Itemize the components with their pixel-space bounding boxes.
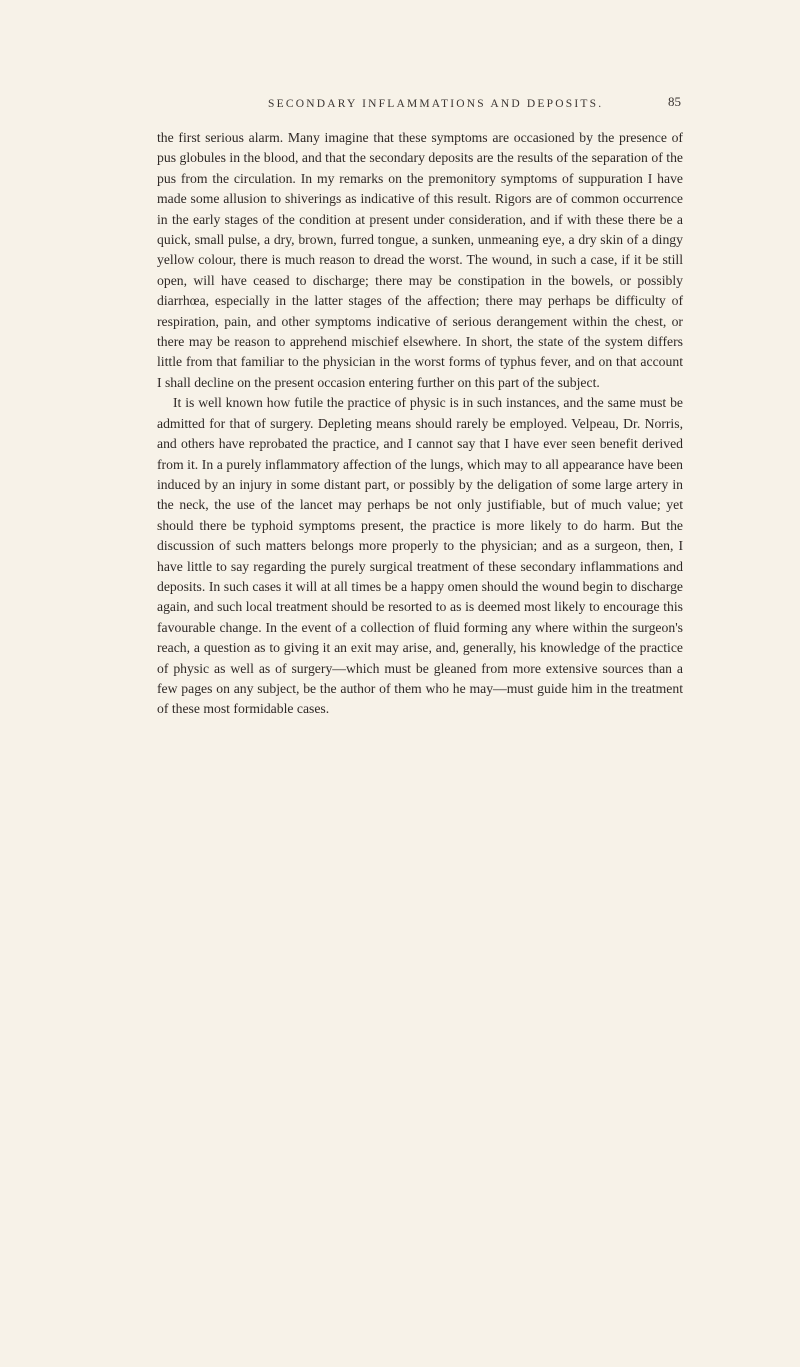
body-text xyxy=(157,128,683,720)
paragraph-2: It is well known how futile the practice of physic is in such instances, and the same must be admitted for that of surgery. Depleting means should rarely be employed. Velpeau, Dr. Norris, and others have reprobated the practice, and I cannot say that I have ever seen benefit derived from it. In a purely inflammatory affection of the lungs, which may to all appearance have been induced by an injury in some distant part, or possibly by the deligation of some large artery in the neck, the use of the lancet may perhaps be not only justifiable, but of much value; yet should there be typhoid symptoms present, the practice is more likely to do harm. But the discussion of such matters belongs more properly to the physician; and as a surgeon, then, I have little to say regarding the purely surgical treatment of these secondary inflammations and deposits. In such cases it will at all times be a happy omen should the wound begin to discharge again, and such local treatment should be resorted to as is deemed most likely to encourage this favourable change. In the event of a collection of fluid forming any where within the surgeon's reach, a question as to giving it an exit may arise, and, generally, his knowledge of the practice of physic as well as of surgery—which must be gleaned from more extensive sources than a few pages on any subject, be the author of them who he may—must guide him in the treatment of these most formidable cases. xyxy=(157,395,683,717)
paragraph-1: the first serious alarm. Many imagine that these symptoms are occasioned by the presence of pus globules in the blood, and that the secondary deposits are the results of the separation of the pus from the circulation. In my remarks on the premonitory symptoms of suppuration I have made some allusion to shiverings as indicative of this result. Rigors are of common occurrence in the early stages of the condition at present under consideration, and if with these there be a quick, small pulse, a dry, brown, furred tongue, a sunken, unmeaning eye, a dry skin of a dingy yellow colour, there is much reason to dread the worst. The wound, in such a case, if it be still open, will have ceased to discharge; there may be constipation in the bowels, or possibly diarrhœa, especially in the latter stages of the affection; there may perhaps be difficulty of respiration, pain, and other symptoms indicative of serious derangement within the chest, or there may be reason to apprehend mischief elsewhere. In short, the state of the system differs little from that familiar to the physician in the worst forms of typhus fever, and on that account I shall decline on the present occasion entering further on this part of the subject. xyxy=(157,130,683,390)
running-head: SECONDARY INFLAMMATIONS AND DEPOSITS. xyxy=(268,98,604,110)
page-number: 85 xyxy=(668,94,681,109)
